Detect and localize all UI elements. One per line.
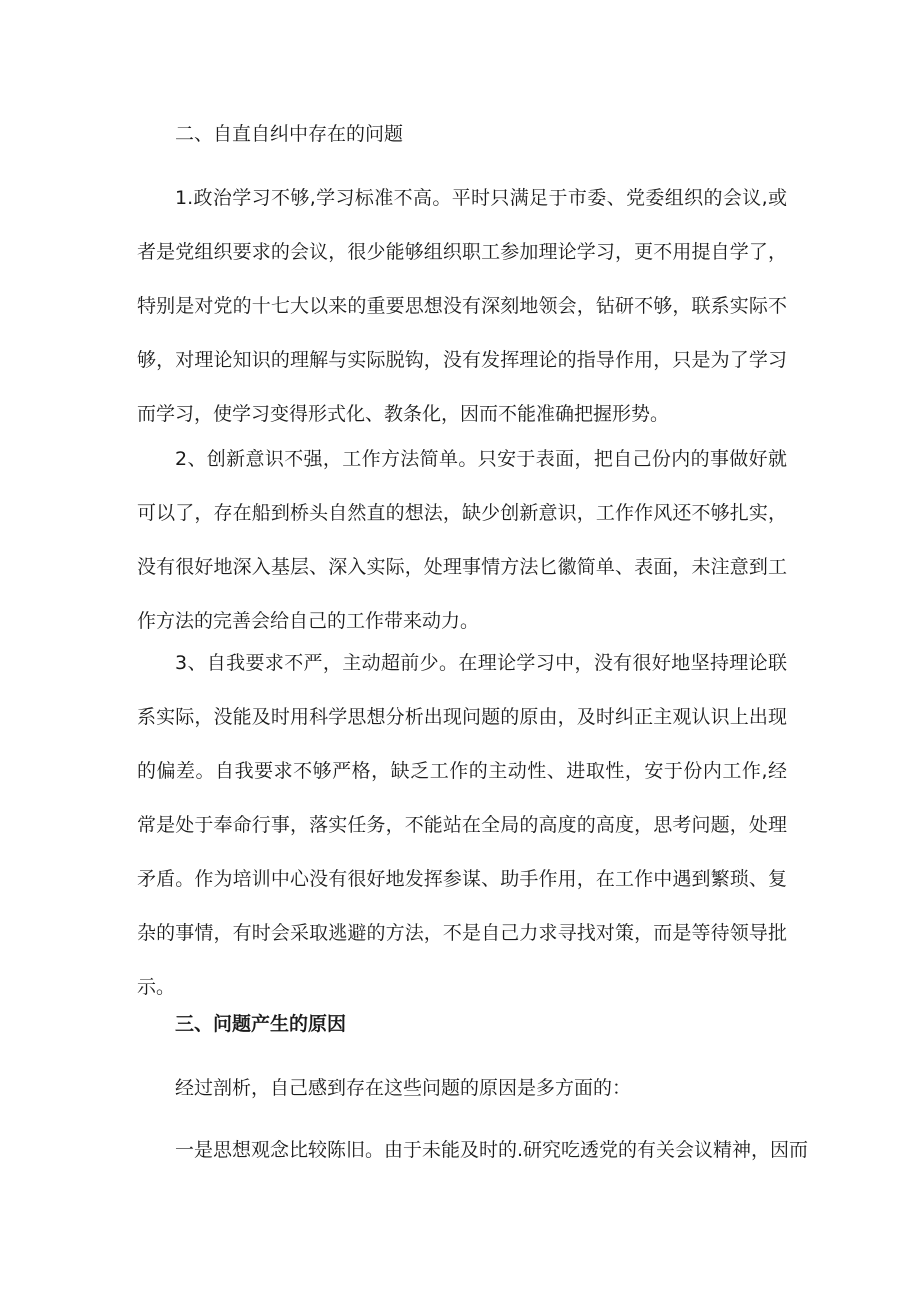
section-heading-three: 三、问题产生的原因 — [175, 1013, 347, 1035]
paragraph-analysis-intro: 经过剖析，自己感到存在这些问题的原因是多方面的： — [175, 1077, 632, 1099]
paragraph-first-reason: 一是思想观念比较陈旧。由于未能及时的.研究吃透党的有关会议精神，因而 — [175, 1139, 809, 1161]
paragraph-political-study: 1.政治学习不够,学习标准不高。平时只满足于市委、党委组织的会议,或者是党组织要求的会议，很少能够组织职工参加理论学习，更不用提自学了，特别是对党的十七大以来的重要思想没有深刻地领会，钻研不够，联系实际不够，对理论知识的理解与实际脱钩，没有发挥理论的指导作用，只是为了学习而学习，使学习变得形式化、教条化，因而不能准确把握形势。 — [137, 187, 787, 425]
section-heading-two: 二、自直自纠中存在的问题 — [175, 123, 404, 145]
paragraph-innovation: 2、创新意识不强，工作方法简单。只安于表面，把自己份内的事做好就可以了，存在船到桥头自然直的想法，缺少创新意识，工作作风还不够扎实，没有很好地深入基层、深入实际，处理事情方法匕徽简单、表面，未注意到工作方法的完善会给自己的工作带来动力。 — [137, 448, 787, 632]
paragraph-self-requirement: 3、自我要求不严，主动超前少。在理论学习中，没有很好地坚持理论联系实际，没能及时用科学思想分析出现问题的原由，及时纠正主观认识上出现的偏差。自我要求不够严格，缺乏工作的主动性、进取性，安于份内工作,经常是处于奉命行事，落实任务，不能站在全局的高度的高度，思考问题，处理矛盾。作为培训中心没有很好地发挥参谋、助手作用，在工作中遇到繁琐、复杂的事情，有时会采取逃避的方法，不是自己力求寻找对策，而是等待领导批示。 — [137, 652, 787, 998]
